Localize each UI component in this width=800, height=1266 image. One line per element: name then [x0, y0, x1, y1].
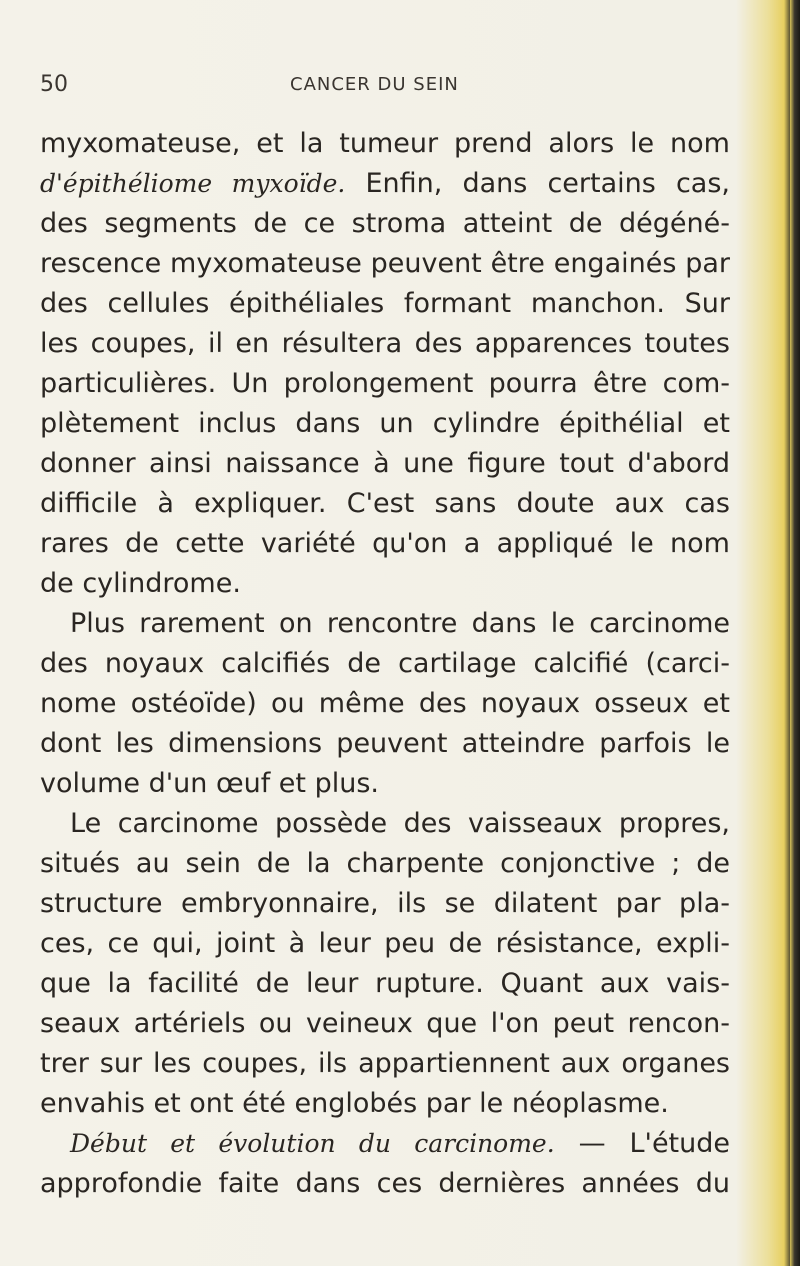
body-text — [40, 124, 730, 1204]
text-line: ces, ce qui, joint à leur peu de résistance, expli- — [40, 928, 730, 959]
text-line: volume d'un œuf et plus. — [40, 768, 379, 799]
text-line: particulières. Un prolongement pourra être com- — [40, 368, 730, 399]
text-line: les coupes, il en résultera des apparences toutes — [40, 328, 730, 359]
text-fragment: — L'étude — [578, 1128, 731, 1159]
text-line: donner ainsi naissance à une figure tout d'abord — [40, 448, 730, 479]
text-line: envahis et ont été englobés par le néoplasme. — [40, 1088, 669, 1119]
text-line — [40, 1124, 730, 1164]
text-line: des cellules épithéliales formant manchon. Sur — [40, 288, 730, 319]
section-heading: Début et évolution du carcinome. — [70, 1129, 555, 1158]
text-fragment: Enfin, dans certains cas, — [365, 168, 730, 199]
text-line: situés au sein de la charpente conjonctive ; de — [40, 848, 730, 879]
text-line: des noyaux calcifiés de cartilage calcifié (carci- — [40, 648, 730, 679]
text-line: difficile à expliquer. C'est sans doute aux cas — [40, 488, 730, 519]
text-line: Plus rarement on rencontre dans le carcinome — [70, 608, 730, 639]
text-line: trer sur les coupes, ils appartiennent aux organes — [40, 1048, 730, 1079]
text-line: plètement inclus dans un cylindre épithélial et — [40, 408, 730, 439]
text-line: seaux artériels ou veineux que l'on peut rencon- — [40, 1008, 730, 1039]
text-line: de cylindrome. — [40, 568, 241, 599]
text-line: rescence myxomateuse peuvent être engainés par — [40, 248, 730, 279]
page-number: 50 — [40, 72, 68, 97]
page-edge — [790, 0, 800, 1266]
page-header — [40, 72, 740, 102]
text-line: des segments de ce stroma atteint de dégéné- — [40, 208, 730, 239]
text-line: nome ostéoïde) ou même des noyaux osseux et — [40, 688, 730, 719]
text-line — [40, 164, 730, 204]
text-line: Le carcinome possède des vaisseaux propres, — [70, 808, 730, 839]
text-line: que la facilité de leur rupture. Quant aux vais- — [40, 968, 730, 999]
text-line: myxomateuse, et la tumeur prend alors le nom — [40, 128, 730, 159]
text-line: approfondie faite dans ces dernières années du — [40, 1168, 730, 1199]
running-head: CANCER DU SEIN — [290, 74, 459, 95]
text-line: dont les dimensions peuvent atteindre parfois le — [40, 728, 730, 759]
text-line: structure embryonnaire, ils se dilatent par pla- — [40, 888, 730, 919]
italic-term: d'épithéliome myxoïde. — [40, 169, 346, 198]
text-line: rares de cette variété qu'on a appliqué le nom — [40, 528, 730, 559]
